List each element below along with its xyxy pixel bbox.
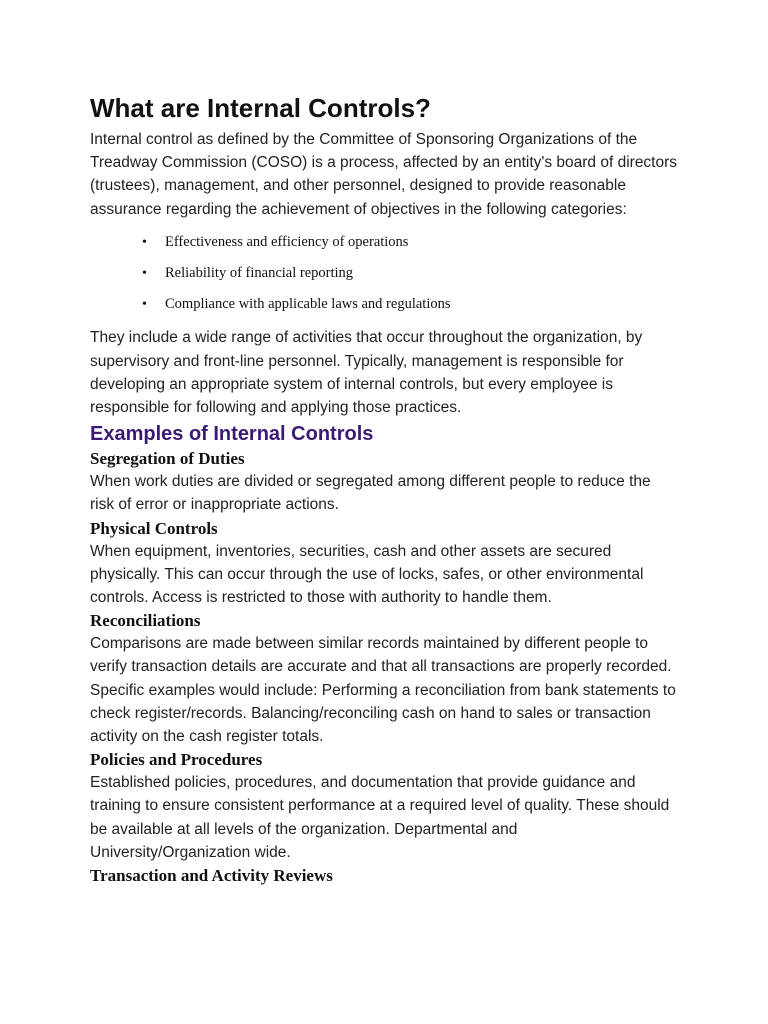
bullet-icon: •: [142, 234, 147, 250]
physical-controls-text: When equipment, inventories, securities, cash and other assets are secured physically. This can occur through the use of locks, safes, or other environmental controls. Access is restricted to those with authority to handle them.: [90, 542, 644, 607]
segregation-text: When work duties are divided or segregated among different people to reduce the risk of error or inappropriate actions.: [90, 473, 651, 514]
categories-list: [90, 227, 678, 321]
list-item: [142, 258, 678, 289]
bullet-icon: •: [142, 266, 147, 282]
page-title: What are Internal Controls?: [90, 93, 431, 123]
list-item: [142, 227, 678, 258]
category-text: Compliance with applicable laws and regulations: [165, 296, 451, 313]
physical-controls-heading: Physical Controls: [90, 518, 218, 538]
category-text: Effectiveness and efficiency of operations: [165, 233, 409, 250]
activities-paragraph: They include a wide range of activities that occur throughout the organization, by supervisory and front-line personnel. Typically, management is responsible for developing an appropriate system of internal controls, but every employee is responsible for following and applying those practices.: [90, 329, 643, 417]
transaction-reviews-heading: Transaction and Activity Reviews: [90, 866, 333, 886]
reconciliations-heading: Reconciliations: [90, 611, 201, 631]
reconciliations-text: Comparisons are made between similar records maintained by different people to verify transaction details are accurate and that all transactions are properly recorded. Specific examples would include: Performing a reconciliation from bank statements to check register/records. Balancing/reconciling cash on hand to sales or transaction activity on the cash register totals.: [90, 635, 676, 746]
examples-heading: Examples of Internal Controls: [90, 423, 374, 446]
list-item: [142, 289, 678, 320]
category-text: Reliability of financial reporting: [165, 265, 354, 282]
policies-heading: Policies and Procedures: [90, 750, 263, 770]
segregation-heading: Segregation of Duties: [90, 449, 245, 469]
policies-text: Established policies, procedures, and documentation that provide guidance and training to ensure consistent performance at a required level of quality. These should be available at all levels of the organization. Departmental and University/Organization wide.: [90, 774, 670, 861]
intro-paragraph: Internal control as defined by the Committee of Sponsoring Organizations of the Treadway Commission (COSO) is a process, affected by an entity's board of directors (trustees), management, and other personnel, designed to provide reasonable assurance regarding the achievement of objectives in the following categories:: [90, 131, 678, 218]
bullet-icon: •: [142, 297, 147, 313]
